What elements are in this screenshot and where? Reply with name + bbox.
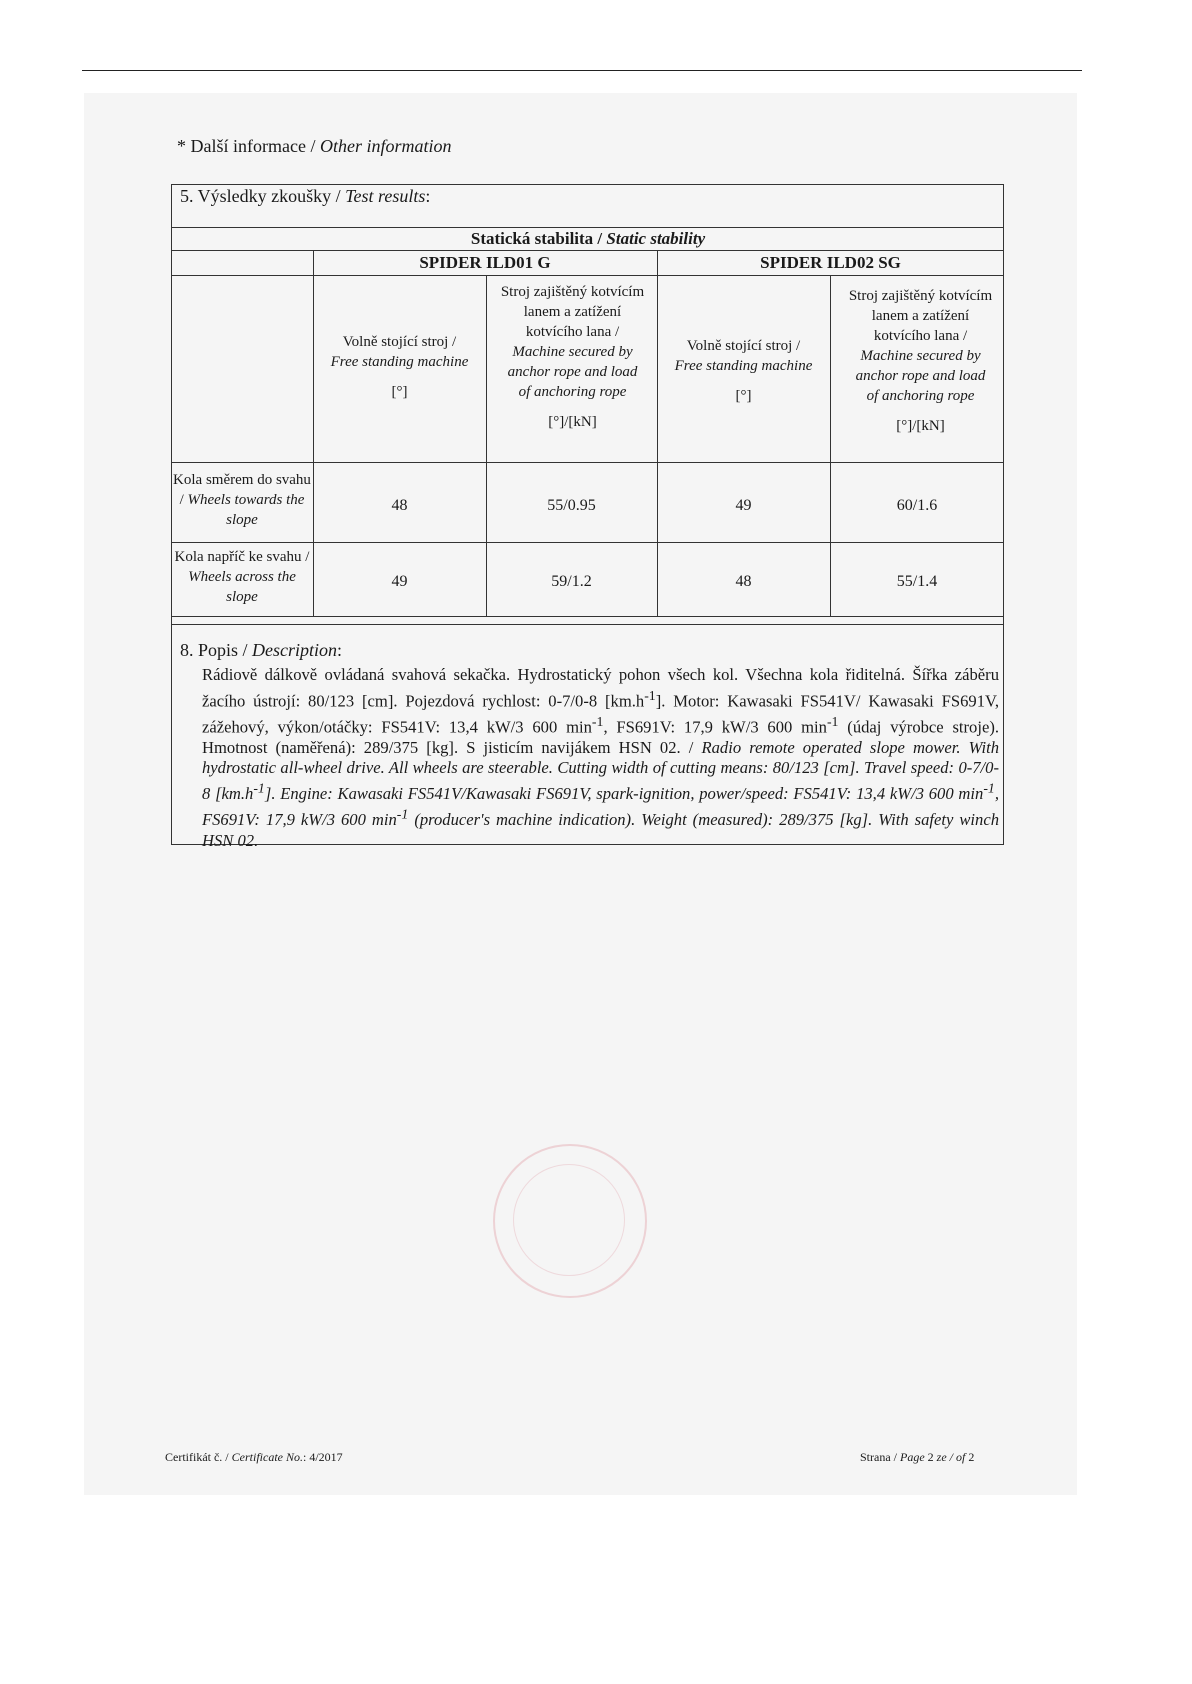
header-secured-cs: Stroj zajištěný kotvícím lanem a zatížení kotvícího lana / <box>848 288 993 344</box>
table-top-line <box>171 227 1004 228</box>
section5-cs: 5. Výsledky zkoušky / <box>180 186 346 206</box>
static-stability-en: Static stability <box>606 229 706 248</box>
superscript: -1 <box>591 713 604 729</box>
model-ild01: SPIDER ILD01 G <box>419 253 551 272</box>
description-en-2: ]. Engine: Kawasaki FS541V/Kawasaki FS691V, spark-ignition, power/speed: FS541V: 13,4 kW/3 600 min <box>264 784 984 804</box>
footer-page-en: Page <box>900 1450 925 1464</box>
header-secured-2 <box>848 286 993 436</box>
footer-page-total: 2 <box>965 1450 975 1464</box>
footer-page-cs: Strana / <box>860 1450 900 1464</box>
cell-r2-c2: 59/1.2 <box>551 573 592 590</box>
section8-heading <box>180 640 342 661</box>
row-label-across <box>172 547 312 607</box>
footer-of-en: of <box>956 1450 966 1464</box>
cell-r1-c4: 60/1.6 <box>896 497 938 514</box>
header-free-en: Free standing machine <box>674 358 813 374</box>
table-col2-line <box>486 275 487 616</box>
cell-r2-c1: 49 <box>391 573 408 590</box>
footer-cert-cs: Certifikát č. / <box>165 1450 232 1464</box>
table-col4-line <box>830 275 831 616</box>
header-secured-en: Machine secured by anchor rope and load of anchoring rope <box>507 344 638 400</box>
superscript: -1 <box>644 687 656 703</box>
description-cs-1: Rádiově dálkově ovládaná svahová sekačka. Hydrostatický pohon všech kol. Všechna kola řiditelná. Šířka záběru žacího ústrojí: 80/123 [cm]. Pojezdová rychlost: 0-7/0-8 [km.h <box>202 665 999 711</box>
row-label-cs: Kola směrem do svahu / <box>173 472 311 508</box>
header-secured-cs: Stroj zajištěný kotvícím lanem a zatížení kotvícího lana / <box>500 284 645 340</box>
table-col3-line <box>657 250 658 616</box>
static-stability-title <box>172 229 1004 249</box>
table-model-line <box>171 275 1004 276</box>
table-row1-line <box>171 542 1004 543</box>
description-text <box>202 665 999 851</box>
table-title-line <box>171 250 1004 251</box>
description-en-4: (producer's machine indication). Weight (measured): 289/375 [kg]. With safety winch HSN 02. <box>202 810 999 850</box>
section8-en: Description <box>252 640 338 660</box>
header-free-cs: Volně stojící stroj / <box>342 334 457 350</box>
description-cs-3: , FS691V: 17,9 kW/3 600 min <box>603 717 827 737</box>
footer-cert-number: : 4/2017 <box>302 1450 343 1464</box>
static-stability-cs: Statická stabilita / <box>470 229 607 248</box>
cell-r1-c2: 55/0.95 <box>547 497 596 514</box>
other-information-cs: * Další informace / <box>177 136 320 156</box>
superscript: -1 <box>253 780 265 796</box>
header-free-unit: [°] <box>735 388 752 404</box>
footer-page-number: 2 <box>924 1450 937 1464</box>
header-secured-en: Machine secured by anchor rope and load of anchoring rope <box>855 348 986 404</box>
footer-of-cs: ze / <box>936 1450 956 1464</box>
description-cs-4: (údaj výrobce stroje). Hmotnost (naměřená): 289/375 [kg]. S jisticím navijákem HSN 02. / <box>202 717 999 757</box>
footer-page <box>860 1450 974 1465</box>
description-en-1: Radio remote operated slope mower. With hydrostatic all-wheel drive. All wheels are steerable. Cutting width of cutting means: 80/123 [cm]. Travel speed: 0-7/0-8 [km.h <box>202 737 1000 804</box>
row-label-en: Wheels towards the slope <box>187 492 305 528</box>
header-free-2 <box>657 336 830 406</box>
footer-certificate <box>165 1450 343 1465</box>
table-col1-line <box>313 250 314 616</box>
cell-r1-c3: 49 <box>735 497 752 514</box>
model-ild02: SPIDER ILD02 SG <box>760 253 901 272</box>
section5-suffix: : <box>425 186 431 206</box>
table-bottom-line <box>171 624 1004 625</box>
header-secured-unit: [°]/[kN] <box>548 414 597 430</box>
cell-r2-c3: 48 <box>735 573 752 590</box>
superscript: -1 <box>396 806 409 822</box>
description-en-3: , FS691V: 17,9 kW/3 600 min <box>202 784 999 830</box>
header-secured-1 <box>500 282 645 432</box>
header-free-en: Free standing machine <box>330 354 469 370</box>
cell-r1-c1: 48 <box>391 497 408 514</box>
header-secured-unit: [°]/[kN] <box>896 418 945 434</box>
section8-cs: 8. Popis / <box>180 640 253 660</box>
other-information-en: Other information <box>319 136 452 156</box>
row-label-towards <box>172 470 312 530</box>
section5-heading <box>180 186 430 207</box>
superscript: -1 <box>983 780 995 796</box>
row-label-cs: Kola napříč ke svahu / <box>174 549 310 565</box>
header-rule <box>82 70 1082 71</box>
table-row2-line <box>171 616 1004 617</box>
header-free-1 <box>313 332 486 402</box>
cell-r2-c4: 55/1.4 <box>896 573 938 590</box>
official-stamp-inner-ring <box>513 1164 625 1276</box>
superscript: -1 <box>826 713 839 729</box>
header-free-unit: [°] <box>391 384 408 400</box>
section8-suffix: : <box>337 640 343 660</box>
section5-en: Test results <box>345 186 426 206</box>
other-information-heading <box>177 136 451 157</box>
table-header-line <box>171 462 1004 463</box>
description-cs-2: ]. Motor: Kawasaki FS541V/ Kawasaki FS691V, zážehový, výkon/otáčky: FS541V: 13,4 kW/3 600 min <box>202 691 999 737</box>
footer-cert-en: Certificate No. <box>231 1450 303 1464</box>
header-free-cs: Volně stojící stroj / <box>686 338 801 354</box>
row-label-en: Wheels across the slope <box>188 569 296 605</box>
